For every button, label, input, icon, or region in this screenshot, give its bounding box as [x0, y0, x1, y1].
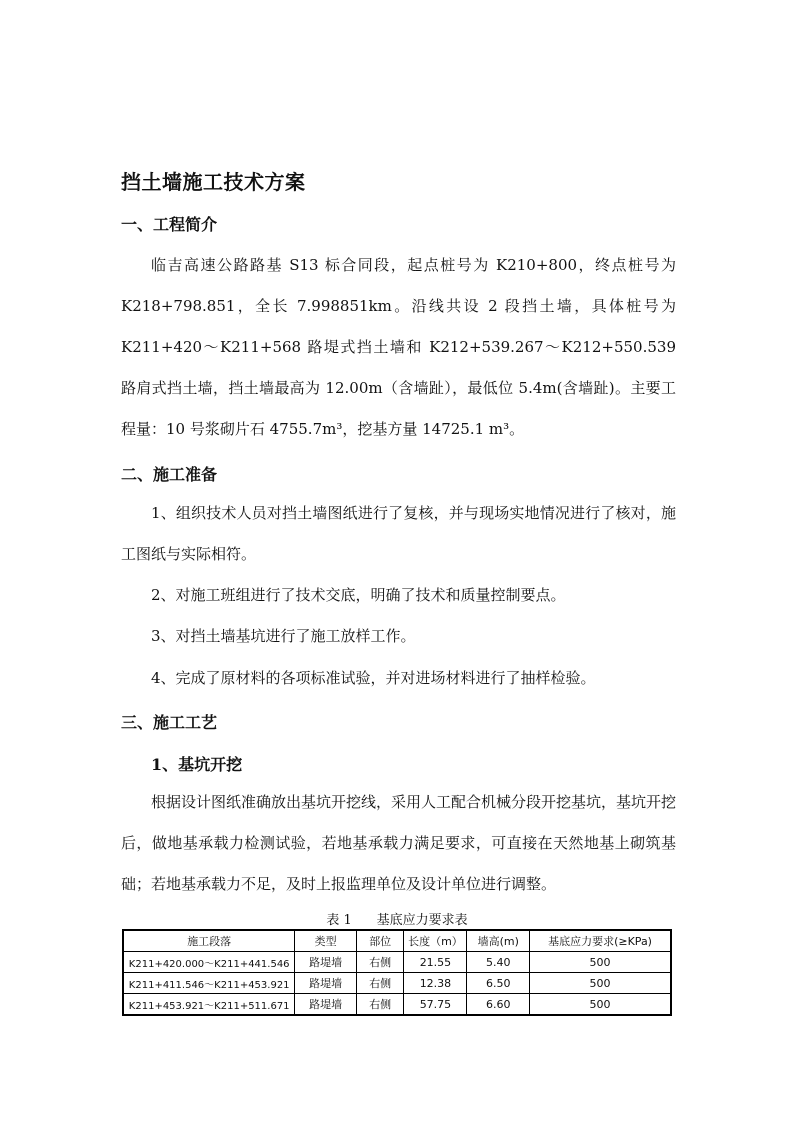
- prep-item-4: 4、完成了原材料的各项标准试验，并对进场材料进行了抽样检验。: [151, 669, 596, 687]
- cell-side: 右侧: [356, 952, 404, 973]
- column-header-length: 长度（m）: [404, 930, 467, 952]
- table-row: [123, 952, 671, 973]
- cell-segment: K211+453.921～K211+511.671: [123, 994, 295, 1016]
- cell-height: 5.40: [467, 952, 530, 973]
- cell-stress: 500: [530, 994, 671, 1016]
- subsection-heading-excavation: 1、基坑开挖: [151, 755, 243, 774]
- cell-height: 6.60: [467, 994, 530, 1016]
- cell-side: 右侧: [356, 994, 404, 1016]
- cell-segment: K211+420.000～K211+441.546: [123, 952, 295, 973]
- cell-side: 右侧: [356, 973, 404, 994]
- cell-type: 路堤墙: [295, 952, 357, 973]
- table-header-row: [123, 930, 671, 952]
- cell-stress: 500: [530, 952, 671, 973]
- cell-length: 21.55: [404, 952, 467, 973]
- prep-item-1: 1、组织技术人员对挡土墙图纸进行了复核，并与现场实地情况进行了核对，施工图纸与实际相符。: [121, 504, 676, 563]
- intro-paragraph: 临吉高速公路路基 S13 标合同段，起点桩号为 K210+800，终点桩号为 K218+798.851，全长 7.998851km。沿线共设 2 段挡土墙，具体桩号为 K211+420～K211+568 路堤式挡土墙和 K212+539.267～K212+550.539 路肩式挡土墙，挡土墙最高为 12.00m（含墙趾），最低位 5.4m(含墙趾)。主要工程量：10 号浆砌片石 4755.7m³，挖基方量 14725.1 m³。: [121, 256, 676, 438]
- column-header-side: 部位: [356, 930, 404, 952]
- cell-type: 路堤墙: [295, 973, 357, 994]
- cell-stress: 500: [530, 973, 671, 994]
- cell-segment: K211+411.546～K211+453.921: [123, 973, 295, 994]
- column-header-height: 墙高(m): [467, 930, 530, 952]
- column-header-type: 类型: [295, 930, 357, 952]
- cell-length: 12.38: [404, 973, 467, 994]
- prep-item-3: 3、对挡土墙基坑进行了施工放样工作。: [151, 627, 416, 645]
- cell-length: 57.75: [404, 994, 467, 1016]
- section-heading-intro: 一、工程简介: [121, 215, 218, 234]
- prep-item-2: 2、对施工班组进行了技术交底，明确了技术和质量控制要点。: [151, 586, 566, 604]
- column-header-stress: 基底应力要求(≥KPa): [530, 930, 671, 952]
- column-header-segment: 施工段落: [123, 930, 295, 952]
- section-heading-prep: 二、施工准备: [121, 465, 218, 484]
- document-title: 挡土墙施工技术方案: [121, 170, 306, 194]
- stress-requirement-table: [122, 929, 672, 1016]
- table-caption: 表 1 基底应力要求表: [326, 913, 468, 928]
- cell-height: 6.50: [467, 973, 530, 994]
- section-heading-process: 三、施工工艺: [121, 713, 218, 732]
- table-row: [123, 973, 671, 994]
- table-row: [123, 994, 671, 1016]
- cell-type: 路堤墙: [295, 994, 357, 1016]
- process-paragraph: 根据设计图纸准确放出基坑开挖线，采用人工配合机械分段开挖基坑，基坑开挖后，做地基承载力检测试验，若地基承载力满足要求，可直接在天然地基上砌筑基础；若地基承载力不足，及时上报监理单位及设计单位进行调整。: [121, 793, 677, 893]
